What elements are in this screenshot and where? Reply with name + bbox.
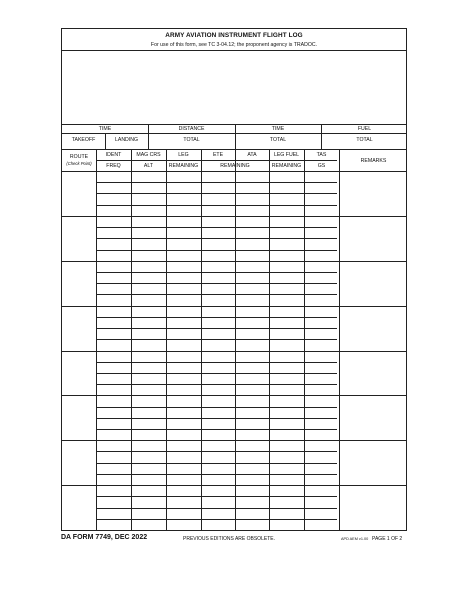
summary-total3-label: TOTAL <box>356 137 373 143</box>
grid-subrow-line <box>96 418 337 419</box>
grid-row-line <box>62 261 406 262</box>
grid-subrow-line <box>96 429 337 430</box>
summary-takeoff-label: TAKEOFF <box>71 137 96 143</box>
summary-total2-label: TOTAL <box>269 137 287 143</box>
previous-editions-note: PREVIOUS EDITIONS ARE OBSOLETE. <box>183 536 275 542</box>
col-gs-label: GS <box>317 163 326 169</box>
log-entry-grid <box>62 29 406 530</box>
col-ete-label: ETE <box>212 152 224 158</box>
col-leg-label: LEG <box>178 152 189 158</box>
grid-subrow-line <box>96 294 337 295</box>
col-remarks-label: REMARKS <box>360 158 387 164</box>
col-ident-label: IDENT <box>105 152 122 158</box>
col-magcrs-label: MAG CRS <box>136 152 161 158</box>
grid-subrow-line <box>96 451 337 452</box>
col-remaining1-label: REMAINING <box>168 163 199 169</box>
form-title: ARMY AVIATION INSTRUMENT FLIGHT LOG <box>165 32 303 39</box>
grid-subrow-line <box>96 373 337 374</box>
grid-subrow-line <box>96 407 337 408</box>
form-subtitle: For use of this form, see TC 3-04.12; the proponent agency is TRADOC. <box>150 42 318 48</box>
grid-row-line <box>62 440 406 441</box>
grid-subrow-line <box>96 250 337 251</box>
grid-subrow-line <box>96 193 337 194</box>
grid-row-line <box>62 395 406 396</box>
grid-subrow-line <box>96 463 337 464</box>
summary-total-label: TOTAL <box>183 137 200 143</box>
col-freq-label: FREQ <box>106 163 121 169</box>
grid-row-line <box>62 351 406 352</box>
grid-subrow-line <box>96 508 337 509</box>
page-number: PAGE 1 OF 2 <box>372 536 403 542</box>
grid-row-line <box>62 485 406 486</box>
grid-subrow-line <box>96 339 337 340</box>
summary-time2-label: TIME <box>271 126 285 132</box>
grid-subrow-line <box>96 362 337 363</box>
grid-subrow-line <box>96 283 337 284</box>
grid-subrow-line <box>96 317 337 318</box>
col-ata-label: ATA <box>247 152 257 158</box>
col-tas-label: TAS <box>316 152 327 158</box>
col-route-label: ROUTE <box>69 154 89 160</box>
grid-subrow-line <box>96 496 337 497</box>
grid-subrow-line <box>96 328 337 329</box>
grid-subrow-line <box>96 384 337 385</box>
grid-subrow-line <box>96 474 337 475</box>
grid-subrow-line <box>96 205 337 206</box>
grid-subrow-line <box>96 519 337 520</box>
grid-subrow-line <box>96 227 337 228</box>
form-number: DA FORM 7749, DEC 2022 <box>61 534 148 541</box>
col-remaining2-label: REMAINING <box>220 163 250 169</box>
summary-fuel-label: FUEL <box>357 126 372 132</box>
flight-log-form <box>61 28 407 531</box>
summary-landing-label: LANDING <box>114 137 139 143</box>
grid-column-line <box>339 149 340 530</box>
grid-subrow-line <box>96 272 337 273</box>
col-legfuel-label: LEG FUEL <box>273 152 300 158</box>
grid-row-line <box>62 306 406 307</box>
col-remaining3-label: REMAINING <box>271 163 302 169</box>
apd-version: APD AEM v1.00 <box>341 537 369 541</box>
grid-subrow-line <box>96 182 337 183</box>
summary-time-label: TIME <box>98 126 112 132</box>
summary-distance-label: DISTANCE <box>178 126 205 132</box>
col-alt-label: ALT <box>143 163 154 169</box>
grid-row-line <box>62 216 406 217</box>
col-checkpoint-label: (Check Point) <box>66 161 92 166</box>
grid-subrow-line <box>96 238 337 239</box>
